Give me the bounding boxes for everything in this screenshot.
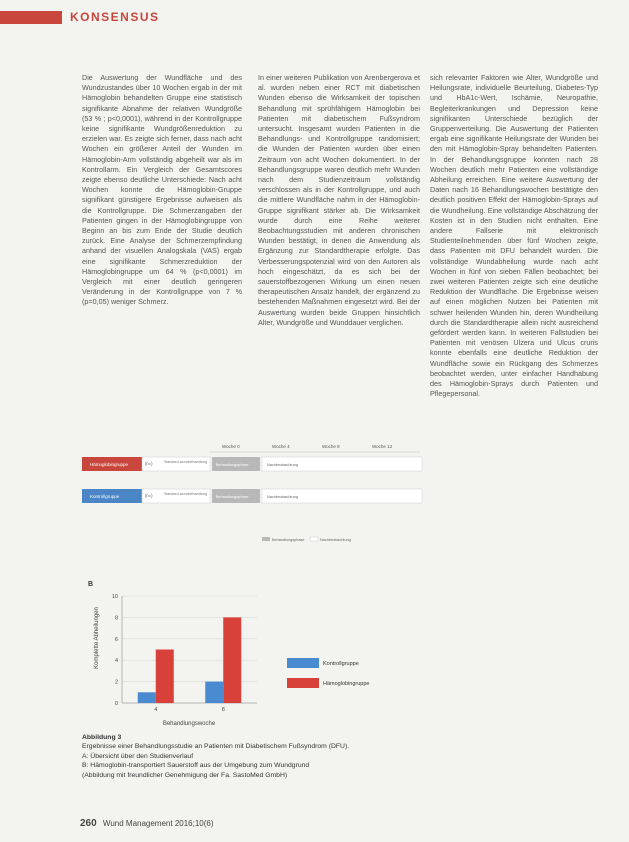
flow-week-label: Woche 8 <box>322 444 340 449</box>
header-accent-bar <box>0 11 62 24</box>
text-column-2 <box>258 73 420 328</box>
bar <box>156 650 174 704</box>
flow-week-label: Woche 4 <box>272 444 290 449</box>
y-tick-label: 6 <box>114 636 118 643</box>
phase-label: Nachbeobachtung <box>267 495 298 499</box>
healing-bar-chart <box>82 578 428 728</box>
y-tick-label: 2 <box>114 679 118 686</box>
x-tick-label: 4 <box>154 707 158 713</box>
bar <box>205 682 223 703</box>
y-axis-label: Komplette Abheilungen <box>94 607 100 669</box>
phase-label: Behandlungsphase <box>216 463 249 467</box>
caption-label: Abbildung 3 <box>82 734 122 741</box>
group-desc: Standard-wundbehandlung <box>164 492 208 496</box>
page-number: 260 <box>80 818 97 829</box>
group-n: (n=) <box>145 461 153 466</box>
group-label: Hämoglobingruppe <box>90 462 129 467</box>
x-tick-label: 8 <box>221 707 225 713</box>
panel-label: B <box>88 581 94 588</box>
page-footer <box>80 818 214 829</box>
y-tick-label: 0 <box>114 701 118 707</box>
group-n: (n=) <box>145 493 153 498</box>
column-text: In einer weiteren Publikation von Arenbergerova et al. wurden neben einer RCT mit diabetischen Wunden ebenso die Wirksamkeit der topischen Behandlung mit sprühfähigem Hämoglobin bei Patienten mit diabetischem Fußsyndrom untersucht. Insgesamt wurden Patienten in die Behandlungs- und Kontrollgruppe randomisiert; die Wunden der Patienten wurden über einen Zeitraum von acht Wochen dokumentiert. In der Behandlungsgruppe waren deutlich mehr Wunden nach dem Studienzeitraum vollständig verschlossen als in der Kontrollgruppe, und auch die mittlere Wundfläche nahm in der Hämoglobin-Gruppe signifikant stärker ab. Die Wirksamkeit wurde durch eine Reihe weiterer Beobachtungsstudien mit anderen chronischen Wunden bestätigt, in denen die Anwendung als Ergänzung zur Standardtherapie erfolgte. Das Verbesserungspotenzial wird von den Autoren als hoch eingeschätzt, da es sich bei der sauerstoffbezogenen Wirkung um einen neuen therapeutischen Ansatz handelt, der ergänzend zu bestehenden Maßnahmen eingesetzt wird. Bei der Auswertung wurden beide Gruppen hinsichtlich Alter, Wundgröße und Wunddauer verglichen. <box>258 73 420 327</box>
legend-swatch <box>287 678 319 688</box>
group-label: Kontrollgruppe <box>90 494 120 499</box>
y-tick-label: 10 <box>111 594 118 600</box>
study-flow-diagram <box>82 443 428 548</box>
y-tick-label: 4 <box>114 658 118 665</box>
journal-name: Wund Management 2016;10(6) <box>102 819 214 828</box>
caption-line: B: Hämoglobin-transportiert Sauerstoff aus der Umgebung zum Wundgrund <box>82 762 310 770</box>
group-desc: Standard-wundbehandlung <box>164 460 208 464</box>
x-axis-label: Behandlungswoche <box>162 721 216 727</box>
y-tick-label: 8 <box>114 615 118 622</box>
column-text: sich relevanter Faktoren wie Alter, Wundgröße und Heilungsrate, individuelle Beurteilung, Diabetes-Typ und HbA1c-Wert, Ischämie, Neuropathie, Begleiterkrankungen und Depression keine signifikanten Unterschiede bezüglich der Gruppenverteilung. Die Auswertung der Patienten ergab eine signifikante Heilungsrate der Wunden bei den mit Hämoglobin-Spray behandelten Patienten. In der Behandlungsgruppe konnten nach 28 Wochen deutlich mehr Patienten eine vollständige Abheilung erreichen. Eine weitere Auswertung der Daten nach 16 Behandlungswochen bestätigte den deutlich positiven Effekt der Hämoglobin-Sprays auf die Wundheilung. Eine vollständige Abschätzung der Kosten ist in den Studien nicht enthalten. Eine andere Fallserie mit elektronisch Studienteilnehmenden über fünf Wochen zeigte, dass Patienten mit DFU behandelt wurden. Die vollständige Wundabheilung wurde nach acht Wochen in fünf von sieben Fällen beobachtet; bei zwei weiteren Patienten zeigte sich eine deutliche Reduktion der Wundfläche. Die Ergebnisse weisen auf einen möglichen Nutzen bei Patienten mit schwer heilenden Wunden hin, deren Wundheilung durch die Standardtherapie allein nicht ausreichend gefördert werden kann. In weiteren Fallstudien bei Patienten mit venösen Ulzera und Ulcus cruris konnte ebenfalls eine deutliche Reduktion der Wundfläche sowie ein Rückgang des Schmerzes beobachtet werden, unter einfacher Handhabung des Hämoglobin-Sprays durch Patienten und Pflegepersonal. <box>430 73 598 399</box>
flow-week-label: Woche 12 <box>372 444 393 449</box>
bar <box>138 692 156 703</box>
column-text: Die Auswertung der Wundfläche und des Wundzustandes über 10 Wochen ergab in der mit Hämoglobin behandelten Gruppe eine statistisch signifikante Abnahme der relativen Wundgröße (53 % ; p<0,0001), während in der Kontrollgruppe keine signifikante Wundgrößenreduktion zu erzielen war. Es zeigte sich ferner, dass nach acht Wochen ein größerer Anteil der Wunden im Hämoglobin-Arm vollständig abgeheilt war als im Kontrollarm. Ein Vergleich der Gesamtscores zeigte ebenso deutliche Unterschiede: Nach acht Wochen konnte die Hämoglobin-Gruppe signifikant günstigere Ergebnisse aufweisen als die Kontrollgruppe. Die Schmerzangaben der Patienten gingen in der Hämoglobingruppe von Beginn an bis zum Ende der Studie deutlich zurück. Eine Analyse der Schmerzempfindung anhand der visuellen Analogskala (VAS) ergab eine signifikante Schmerzreduktion der Hämoglobingruppe um 64 % (p<0,0001) im Vergleich mit einer deutlich geringeren Veränderung in der Kontrollgruppe von 7 % (p=0,05) weniger Schmerz. <box>82 73 242 307</box>
flow-week-label: Woche 0 <box>222 444 240 449</box>
figure-caption <box>82 733 428 780</box>
caption-line: A: Übersicht über den Studienverlauf <box>82 752 194 760</box>
phase-label: Nachbeobachtung <box>267 463 298 467</box>
page-header <box>0 8 629 28</box>
legend-swatch <box>287 658 319 668</box>
caption-line: Ergebnisse einer Behandlungsstudie an Patienten mit Diabetischem Fußsyndrom (DFU). <box>82 743 350 751</box>
flow-legend-label: Nachbeobachtung <box>320 538 351 542</box>
section-title: KONSENSUS <box>70 10 160 24</box>
caption-line: (Abbildung mit freundlicher Genehmigung der Fa. SastoMed GmbH) <box>82 771 288 779</box>
text-column-1 <box>82 73 242 308</box>
legend-label: Kontrollgruppe <box>323 661 359 667</box>
phase-label: Behandlungsphase <box>216 495 249 499</box>
bar <box>223 617 241 703</box>
legend-label: Hämoglobingruppe <box>323 681 370 687</box>
flow-legend-label: Behandlungsphase <box>272 538 305 542</box>
text-column-3 <box>430 73 598 400</box>
